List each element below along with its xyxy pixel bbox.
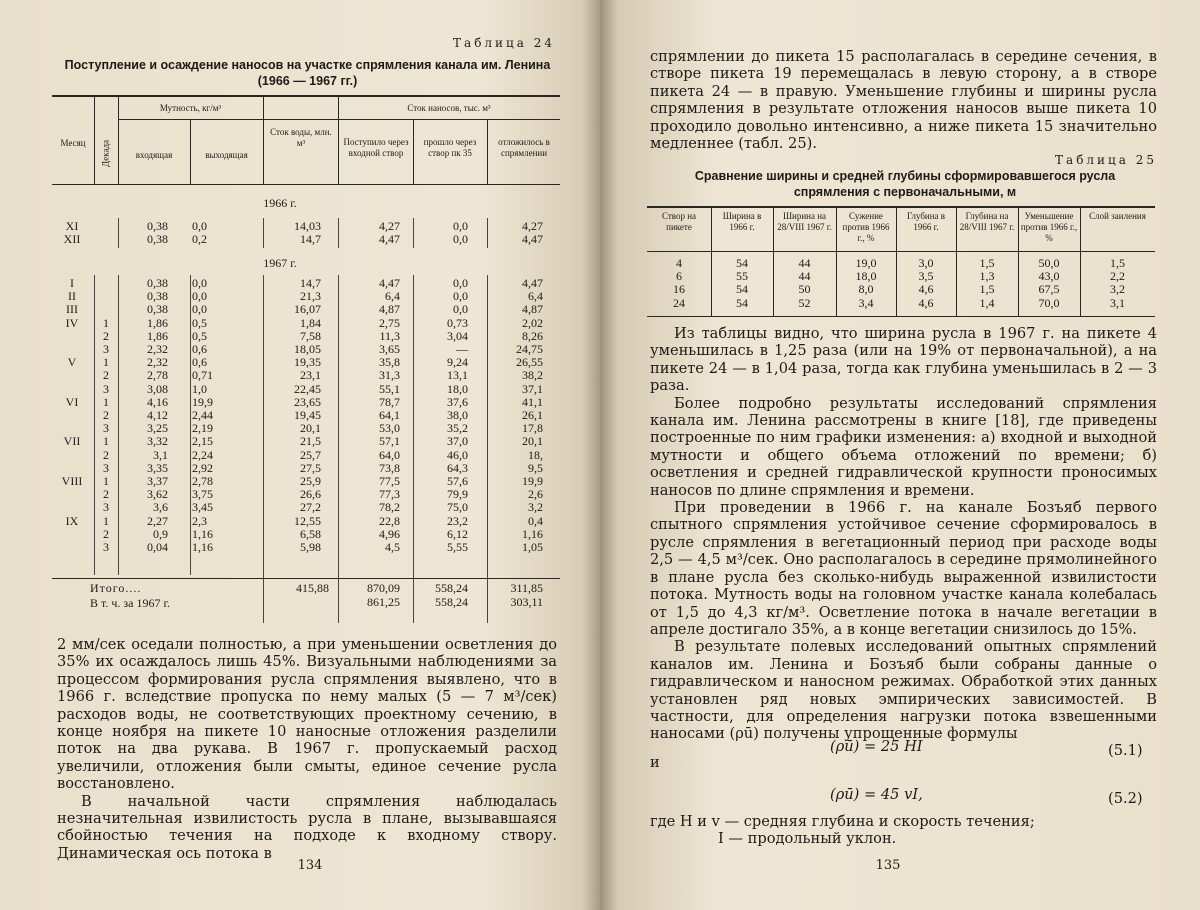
cell-runoff: 14,7 [300, 232, 321, 247]
table25-cell: 3,1 [1110, 295, 1125, 310]
cell-entered: 3,65 [379, 342, 400, 356]
table-row [52, 462, 560, 475]
cell-turbidity-in: 3,1 [153, 447, 168, 462]
cell-entered: 4,96 [379, 526, 400, 541]
cell-runoff: 21,3 [300, 289, 321, 304]
header-turbidity: Мутность, кг/м³ [159, 103, 222, 113]
cell-runoff: 7,58 [300, 328, 321, 343]
header-sediment: Сток наносов, тыс. м³ [407, 103, 491, 113]
cell-entered: 31,3 [379, 368, 400, 383]
cell-turbidity-out: 2,19 [192, 421, 213, 436]
cell-deposited: 26,1 [522, 408, 543, 422]
cell-passed: 23,2 [447, 513, 468, 528]
table25-header-1: Ширина в 1966 г. [722, 211, 762, 232]
formula-5-1-number: (5.1) [1108, 742, 1143, 759]
table25-cell: 3,5 [918, 269, 934, 284]
cell-turbidity-out: 2,78 [192, 474, 213, 488]
cell-passed: 13,1 [447, 368, 468, 383]
table-row [647, 297, 1155, 310]
header-month: Месяц [60, 138, 86, 148]
cell-decade: 3 [103, 500, 109, 515]
table25-cell: 1,5 [1110, 256, 1125, 270]
table-row [52, 233, 560, 246]
cell-turbidity-out: 0,6 [192, 342, 207, 356]
table25-header-0: Створ на пикете [661, 211, 697, 232]
cell-deposited: 3,2 [528, 500, 543, 515]
table25-cell: 1,5 [979, 282, 995, 297]
cell-turbidity-in: 0,38 [147, 219, 168, 233]
cell-decade: 2 [103, 368, 109, 383]
table25-header-2: Ширина на 28/VIII 1967 г. [777, 211, 832, 232]
cell-passed: 35,2 [447, 421, 468, 436]
table-row [52, 528, 560, 541]
cell-entered: 64,1 [379, 408, 400, 422]
cell-turbidity-out: 0,5 [192, 315, 207, 330]
cell-passed: 46,0 [447, 447, 468, 462]
table-number: Таблица 24 [453, 36, 555, 50]
table25-header-7: Слой заиления [1089, 211, 1146, 221]
cell-turbidity-out: 2,24 [192, 447, 213, 462]
formula-5-1: (ρū) = 25 HI [830, 738, 923, 755]
cell-entered: 53,0 [379, 421, 400, 436]
cell-runoff: 12,55 [294, 513, 321, 528]
cell-deposited: 1,05 [522, 540, 543, 554]
table-row [52, 422, 560, 435]
paragraph: 2 мм/сек оседали полностью, а при уменьшении осветления до 35% их осаждалось лишь 45%. Визуальными наблюдениями за процессом формирования русла спрямления выявлено, что в 1966 г. вследствие пропуска по нему малых (5 — 7 м³/сек) расходов воды, не соответствующих проектному сечению, в конце ноября на пикете 10 наносные отложения разделили поток на два рукава. В 1967 г. пропускаемый расход увеличили, отложения были смыты, единое сечение русла восстановлено. [57, 636, 557, 793]
cell-month: XII [63, 232, 81, 247]
cell-turbidity-out: 19,9 [192, 394, 213, 409]
table-row [52, 488, 560, 501]
cell-runoff: 18,05 [294, 342, 321, 356]
table25-cell: 44 [798, 256, 811, 270]
table25-cell: 4,6 [918, 295, 934, 310]
cell-deposited: 9,5 [528, 460, 543, 475]
table25-cell: 54 [736, 282, 748, 297]
table25-cell: 52 [798, 295, 811, 310]
cell-passed: 79,9 [447, 487, 468, 502]
table25-header-3: Сужение против 1966 г., % [842, 211, 890, 243]
cell-decade: 3 [103, 421, 109, 436]
cell-decade: 1 [103, 394, 109, 409]
cell-passed: 0,0 [453, 276, 468, 290]
table25-cell: 2,2 [1110, 269, 1125, 284]
year-1966-label: 1966 г. [263, 196, 297, 210]
table-row [52, 396, 560, 409]
table-title: Поступление и осаждение наносов на участке спрямления канала им. Ленина (1966 — 1967 гг.) [64, 58, 551, 88]
cell-runoff: 14,03 [294, 219, 321, 233]
cell-month: IX [65, 513, 79, 528]
table-row [52, 356, 560, 369]
table-row [52, 317, 560, 330]
cell-turbidity-in: 2,27 [147, 513, 168, 528]
table-row [52, 330, 560, 343]
paragraph: В результате полевых исследований опытных спрямлений каналов им. Ленина и Бозъяб были собраны данные о гидравлическом и наносном режимах. Обработкой этих данных установлен ряд новых эмпирических зависимостей. В частности, для определения нагрузки потока взвешенными наносами (ρū) получены упрощенные формулы [650, 638, 1157, 743]
cell-runoff: 27,5 [300, 460, 321, 475]
cell-entered: 77,5 [379, 474, 400, 488]
cell-passed: 0,0 [453, 219, 468, 233]
cell-turbidity-out: 0,2 [192, 232, 207, 247]
cell-runoff: 27,2 [300, 500, 321, 515]
table25-cell: 4,6 [918, 282, 934, 297]
cell-turbidity-out: 2,92 [192, 460, 213, 475]
cell-passed: 57,6 [447, 474, 468, 488]
right-page [600, 0, 1200, 910]
cell-passed: 18,0 [447, 381, 468, 396]
cell-turbidity-in: 2,32 [147, 355, 168, 370]
cell-decade: 1 [103, 513, 109, 528]
cell-turbidity-in: 3,62 [147, 487, 168, 502]
cell-entered: 6,4 [385, 289, 400, 304]
table25-header-5: Глубина на 28/VIII 1967 г. [959, 211, 1015, 232]
cell-decade: 2 [103, 408, 109, 422]
cell-deposited: 19,9 [522, 474, 543, 488]
cell-passed: 0,0 [453, 302, 468, 317]
cell-runoff: 26,6 [300, 487, 321, 502]
cell-passed: 75,0 [447, 500, 468, 515]
cell-entered: 4,5 [385, 540, 400, 554]
table-row [52, 383, 560, 396]
cell-passed: 0,0 [453, 232, 468, 247]
cell-turbidity-in: 3,25 [147, 421, 168, 436]
cell-month: XI [65, 219, 79, 233]
cell-deposited: 6,4 [528, 289, 543, 304]
cell-runoff: 16,07 [294, 302, 321, 317]
totals-deposited: 311,85 [510, 581, 543, 595]
cell-decade: 3 [103, 342, 109, 356]
totals-1967-label: В т. ч. за 1967 г. [90, 596, 171, 610]
formula-legend-1: где H и v — средняя глубина и скорость течения; [650, 813, 1035, 830]
page-number: 135 [875, 858, 901, 873]
cell-deposited: 41,1 [522, 394, 543, 409]
table25-cell: 1,4 [979, 295, 995, 310]
table25-cell: 54 [736, 256, 748, 270]
cell-deposited: 0,4 [528, 513, 543, 528]
cell-turbidity-out: 0,5 [192, 328, 207, 343]
cell-month: IV [65, 315, 79, 330]
cell-turbidity-in: 3,37 [147, 474, 168, 488]
header-incoming: входящая [135, 150, 173, 160]
cell-passed: 64,3 [447, 460, 468, 475]
page-number: 134 [297, 858, 323, 873]
cell-passed: — [456, 342, 468, 356]
cell-turbidity-out: 0,0 [192, 302, 207, 317]
cell-turbidity-out: 0,6 [192, 355, 207, 370]
cell-turbidity-in: 0,38 [147, 302, 168, 317]
table25-cell: 24 [673, 295, 685, 310]
cell-month: I [70, 276, 74, 290]
cell-entered: 64,0 [379, 447, 400, 462]
cell-turbidity-in: 2,32 [147, 342, 168, 356]
cell-turbidity-out: 3,45 [192, 500, 213, 515]
table25-cell: 3,2 [1110, 282, 1125, 297]
header-deposited: отложилось в спрямлении [498, 137, 550, 158]
cell-deposited: 2,6 [528, 487, 543, 502]
header-entered: Поступило через входной створ [343, 137, 409, 158]
table25-cell: 67,5 [1038, 282, 1060, 297]
cell-passed: 37,6 [447, 394, 468, 409]
table-row [52, 501, 560, 514]
cell-turbidity-out: 3,75 [192, 487, 213, 502]
cell-entered: 78,2 [379, 500, 400, 515]
cell-runoff: 20,1 [300, 421, 321, 436]
cell-passed: 3,04 [447, 328, 468, 343]
cell-turbidity-out: 0,0 [192, 276, 207, 290]
table25-cell: 50,0 [1038, 256, 1060, 270]
cell-turbidity-in: 1,86 [147, 328, 168, 343]
table25-cell: 55 [736, 269, 748, 284]
cell-turbidity-out: 2,15 [192, 434, 213, 449]
right-intro-text [650, 48, 1157, 152]
cell-turbidity-out: 1,16 [192, 540, 213, 554]
header-decade: Декада [100, 139, 111, 168]
cell-month: VIII [61, 474, 83, 488]
cell-passed: 0,0 [453, 289, 468, 304]
table-number: Таблица 25 [1055, 153, 1157, 167]
cell-entered: 35,8 [379, 355, 400, 370]
table25-cell: 50 [798, 282, 811, 297]
cell-runoff: 1,84 [300, 315, 321, 330]
table-row [647, 270, 1155, 283]
cell-turbidity-in: 4,16 [147, 394, 168, 409]
cell-entered: 4,87 [379, 302, 400, 317]
table-row [647, 283, 1155, 296]
cell-decade: 3 [103, 381, 109, 396]
cell-turbidity-out: 0,71 [192, 368, 213, 383]
table25-cell: 54 [736, 295, 748, 310]
cell-entered: 4,27 [379, 219, 400, 233]
cell-turbidity-out: 1,0 [192, 381, 207, 396]
cell-turbidity-in: 0,38 [147, 232, 168, 247]
table25-header-4: Глубина в 1966 г. [906, 211, 946, 232]
cell-turbidity-in: 0,04 [147, 540, 168, 554]
cell-passed: 38,0 [447, 408, 468, 422]
cell-deposited: 17,8 [522, 421, 543, 436]
table25-cell: 19,0 [855, 256, 877, 270]
cell-runoff: 25,7 [300, 447, 321, 462]
table25-cell: 43,0 [1038, 269, 1060, 284]
cell-turbidity-in: 0,38 [147, 276, 168, 290]
totals-passed: 558,24 [435, 581, 468, 595]
cell-decade: 2 [103, 328, 109, 343]
table25-cell: 6 [676, 269, 682, 284]
cell-decade: 2 [103, 526, 109, 541]
table25-cell: 44 [798, 269, 811, 284]
table25-cell: 3,4 [858, 295, 874, 310]
cell-turbidity-in: 0,9 [153, 526, 168, 541]
cell-deposited: 8,26 [522, 328, 543, 343]
cell-runoff: 19,35 [294, 355, 321, 370]
cell-turbidity-out: 2,3 [192, 513, 207, 528]
cell-runoff: 22,45 [294, 381, 321, 396]
table-row [52, 515, 560, 528]
formula-5-2: (ρū) = 45 vI, [830, 786, 923, 803]
table-row [52, 449, 560, 462]
paragraph: Более подробно результаты исследований спрямления канала им. Ленина рассмотрены в книге [18], где приведены построенные по ним графики изменения: а) входной и выходной мутности и общего объема отложений по времени; б) осветления и средней гидравлической крупности проносимых наносов по длине спрямления и времени. [650, 394, 1157, 499]
cell-month: VII [63, 434, 81, 449]
table25-cell: 8,0 [858, 282, 874, 297]
cell-entered: 77,3 [379, 487, 400, 502]
cell-entered: 11,3 [379, 328, 400, 343]
cell-turbidity-in: 3,6 [153, 500, 168, 515]
cell-entered: 55,1 [379, 381, 400, 396]
formula-legend-2: I — продольный уклон. [718, 830, 897, 847]
table-row [52, 290, 560, 303]
cell-deposited: 38,2 [522, 368, 543, 383]
table25-cell: 1,3 [979, 269, 995, 284]
cell-turbidity-in: 3,35 [147, 460, 168, 475]
cell-passed: 6,12 [447, 526, 468, 541]
cell-decade: 3 [103, 540, 109, 554]
cell-month: II [68, 289, 76, 304]
year-1967-label: 1967 г. [263, 256, 297, 270]
cell-passed: 5,55 [447, 540, 468, 554]
cell-deposited: 18, [528, 447, 543, 462]
formula-conjunction: и [650, 754, 660, 771]
cell-month: V [67, 355, 77, 370]
table25-cell: 4 [676, 256, 682, 270]
cell-decade: 3 [103, 460, 109, 475]
cell-turbidity-out: 0,0 [192, 289, 207, 304]
cell-turbidity-in: 3,32 [147, 434, 168, 449]
table25-cell: 1,5 [979, 256, 995, 270]
cell-deposited: 24,75 [516, 342, 543, 356]
totals-1967-deposited: 303,11 [510, 595, 543, 609]
cell-entered: 73,8 [379, 460, 400, 475]
table25-cell: 18,0 [855, 269, 877, 284]
cell-entered: 4,47 [379, 276, 400, 290]
cell-deposited: 2,02 [522, 315, 543, 330]
cell-deposited: 4,27 [522, 219, 543, 233]
cell-decade: 1 [103, 434, 109, 449]
table25-cell: 3,0 [918, 256, 934, 270]
right-body-text [650, 325, 1157, 743]
table-row [52, 435, 560, 448]
cell-turbidity-in: 1,86 [147, 315, 168, 330]
totals-1967-passed: 558,24 [435, 595, 468, 609]
cell-runoff: 19,45 [294, 408, 321, 422]
cell-turbidity-in: 2,78 [147, 368, 168, 383]
cell-turbidity-out: 0,0 [192, 219, 207, 233]
cell-turbidity-in: 3,08 [147, 381, 168, 396]
cell-passed: 9,24 [447, 355, 468, 370]
cell-runoff: 14,7 [300, 276, 321, 290]
paragraph: Из таблицы видно, что ширина русла в 1967 г. на пикете 4 уменьшилась в 1,25 раза (или на 19% от первоначальной), а на пикете 24 — в 1,04 раза, тогда как глубина уменьшилась в 2 — 3 раза. [650, 325, 1157, 395]
totals-1967-entered: 861,25 [367, 595, 400, 609]
paragraph: При проведении в 1966 г. на канале Бозъяб первого спытного спрямления устойчивое сечение сформировалось в русле спрямления в вегетационный период при расходе воды 2,5 — 4,5 м³/сек. Оно располагалось в середине прямолинейного в плане русла без сколько-нибудь выраженной извилистости потока. Мутность воды на головном участке канала колебалась от 1,5 до 4,3 кг/м³. Осветление потока в начале вегетации в апреле достигало 35%, а в конце вегетации снизилось до 15%. [650, 499, 1157, 638]
cell-deposited: 20,1 [522, 434, 543, 449]
table-row [52, 541, 560, 554]
cell-runoff: 5,98 [300, 540, 321, 554]
cell-runoff: 21,5 [300, 434, 321, 449]
cell-decade: 1 [103, 355, 109, 370]
cell-entered: 4,47 [379, 232, 400, 247]
cell-runoff: 23,65 [294, 394, 321, 409]
cell-decade: 1 [103, 315, 109, 330]
totals-entered: 870,09 [367, 581, 400, 595]
cell-deposited: 4,47 [522, 232, 543, 247]
cell-entered: 78,7 [379, 394, 400, 409]
table25-header-6: Уменьшение против 1966 г., % [1020, 211, 1078, 243]
totals-runoff: 415,88 [296, 581, 329, 595]
cell-entered: 57,1 [379, 434, 400, 449]
left-body-text [57, 636, 557, 862]
table25-cell: 70,0 [1038, 295, 1060, 310]
cell-runoff: 23,1 [300, 368, 321, 383]
cell-passed: 0,73 [447, 315, 468, 330]
table-title: Сравнение ширины и средней глубины сформировавшегося русла спрямления с первоначальными, м [694, 169, 1116, 199]
cell-turbidity-out: 2,44 [192, 408, 213, 422]
totals-label: Итого.... [90, 581, 142, 595]
cell-deposited: 26,55 [516, 355, 543, 370]
cell-month: III [66, 302, 78, 317]
cell-turbidity-in: 4,12 [147, 408, 168, 422]
cell-passed: 37,0 [447, 434, 468, 449]
formula-5-2-number: (5.2) [1108, 790, 1143, 807]
header-outgoing: выходящая [205, 150, 248, 160]
table-row [647, 257, 1155, 270]
cell-deposited: 4,47 [522, 276, 543, 290]
cell-entered: 22,8 [379, 513, 400, 528]
cell-decade: 1 [103, 474, 109, 488]
cell-turbidity-in: 0,38 [147, 289, 168, 304]
table-row [52, 369, 560, 382]
cell-turbidity-out: 1,16 [192, 526, 213, 541]
paragraph: спрямлении до пикета 15 располагалась в середине сечения, в створе пикета 19 перемещалась в левую сторону, а в створе пикета 24 — в правую. Уменьшение глубины и ширины русла спрямления в результате отложения наносов выше пикета 10 проходило довольно интенсивно, а ниже пикета 15 значительно медленнее (табл. 25). [650, 48, 1157, 153]
header-passed: прошло через створ пк 35 [423, 137, 477, 158]
table25-cell: 16 [673, 282, 685, 297]
cell-deposited: 37,1 [522, 381, 543, 396]
cell-runoff: 25,9 [300, 474, 321, 488]
cell-deposited: 1,16 [522, 526, 543, 541]
cell-deposited: 4,87 [522, 302, 543, 317]
cell-month: VI [65, 394, 79, 409]
cell-entered: 2,75 [379, 315, 400, 330]
cell-runoff: 6,58 [300, 526, 321, 541]
table-row [52, 303, 560, 316]
paragraph: В начальной части спрямления наблюдалась незначительная извилистость русла в плане, вызывавшаяся сбойностью течения на подходе к входному створу. Динамическая ось потока в [57, 792, 557, 862]
cell-decade: 2 [103, 487, 109, 502]
header-runoff: Сток воды, млн. м³ [270, 127, 332, 148]
cell-decade: 2 [103, 447, 109, 462]
